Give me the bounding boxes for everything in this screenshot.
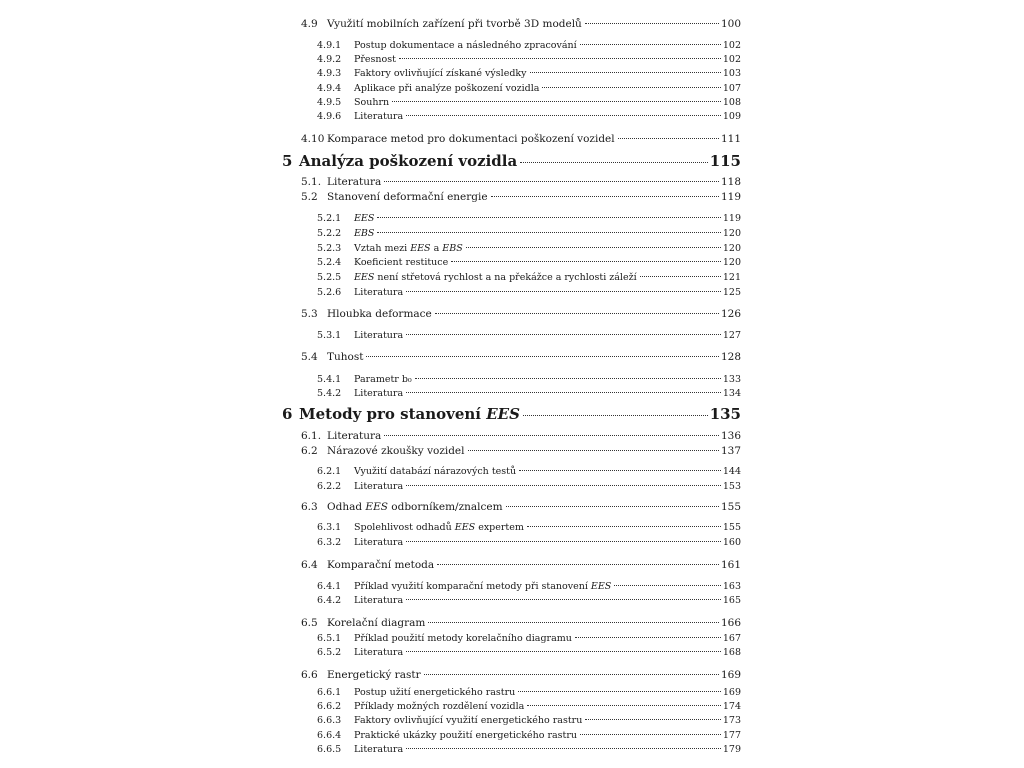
dot-leader (542, 87, 720, 88)
toc-title: Literatura (327, 430, 382, 442)
toc-number: 6.2.2 (317, 481, 342, 492)
toc-subsection[interactable] (317, 730, 741, 741)
dot-leader (523, 415, 708, 416)
toc-page-number: 166 (720, 617, 741, 629)
toc-subsection[interactable] (317, 701, 741, 712)
dot-leader (491, 196, 719, 197)
dot-leader (451, 261, 721, 262)
toc-page-number: 118 (720, 176, 741, 188)
toc-title: Literatura (354, 647, 404, 658)
toc-title: Souhrn (354, 97, 390, 108)
toc-title: Faktory ovlivňující získané výsledky (354, 68, 527, 79)
dot-leader (580, 734, 721, 735)
toc-page-number: 161 (720, 559, 741, 571)
toc-page-number: 137 (720, 445, 741, 457)
toc-number: 6.6.4 (317, 730, 342, 741)
dot-leader (468, 450, 719, 451)
toc-section[interactable] (301, 133, 741, 145)
toc-page-number: 169 (722, 687, 741, 698)
toc-title: Komparace metod pro dokumentaci poškození vozidel (327, 133, 615, 145)
toc-subsection[interactable] (317, 481, 741, 492)
toc-title: EES není střetová rychlost a na překážce a rychlosti záleží (354, 272, 637, 283)
toc-number: 5.3 (301, 308, 318, 320)
toc-section[interactable] (301, 445, 741, 457)
dot-leader (585, 23, 719, 24)
toc-page-number: 127 (722, 330, 741, 341)
toc-page-number: 119 (722, 213, 741, 224)
toc-page-number: 163 (722, 581, 741, 592)
dot-leader (640, 276, 721, 277)
toc-section[interactable] (301, 351, 741, 363)
dot-leader (435, 313, 719, 314)
toc-title: Tuhost (327, 351, 364, 363)
toc-number: 6.6 (301, 669, 318, 681)
toc-subsection[interactable] (317, 40, 741, 51)
dot-leader (527, 705, 721, 706)
dot-leader (415, 378, 721, 379)
toc-number: 4.10 (301, 133, 325, 145)
toc-section[interactable] (301, 18, 741, 30)
dot-leader (580, 44, 721, 45)
toc-subsection[interactable] (317, 287, 741, 298)
toc-page-number: 153 (722, 481, 741, 492)
toc-page-number: 133 (722, 374, 741, 385)
toc-title: Hloubka deformace (327, 308, 432, 320)
toc-page-number: 173 (722, 715, 741, 726)
toc-page-number: 120 (722, 228, 741, 239)
toc-subsection[interactable] (317, 228, 741, 239)
toc-page-number: 169 (720, 669, 741, 681)
toc-number: 4.9.1 (317, 40, 342, 51)
toc-page-number: 126 (720, 308, 741, 320)
toc-title: Příklad využití komparační metody při stanovení EES (354, 581, 612, 592)
toc-page-number: 135 (709, 405, 741, 423)
toc-subsection[interactable] (317, 388, 741, 399)
dot-leader (399, 58, 721, 59)
dot-leader (575, 637, 721, 638)
toc-number: 6.4 (301, 559, 318, 571)
toc-page-number: 120 (722, 243, 741, 254)
dot-leader (366, 356, 718, 357)
toc-title: Postup dokumentace a následného zpracování (354, 40, 577, 51)
toc-subsection[interactable] (317, 466, 741, 477)
toc-page-number: 167 (722, 633, 741, 644)
toc-subsection[interactable] (317, 54, 741, 65)
toc-subsection[interactable] (317, 243, 741, 254)
dot-leader (384, 181, 719, 182)
toc-title: Korelační diagram (327, 617, 426, 629)
toc-number: 4.9.6 (317, 111, 342, 122)
toc-page-number: 115 (709, 152, 741, 170)
toc-title: Příklad použití metody korelačního diagramu (354, 633, 572, 644)
toc-number: 5.3.1 (317, 330, 342, 341)
toc-subsection[interactable] (317, 581, 741, 592)
dot-leader (406, 541, 721, 542)
toc-subsection[interactable] (317, 744, 741, 755)
toc-number: 4.9.4 (317, 83, 342, 94)
toc-page-number: 144 (722, 466, 741, 477)
toc-page-number: 125 (722, 287, 741, 298)
toc-page-number: 103 (722, 68, 741, 79)
toc-subsection[interactable] (317, 330, 741, 341)
toc-title: Literatura (354, 287, 404, 298)
toc-page-number: 119 (720, 191, 741, 203)
toc-number: 5.4.1 (317, 374, 342, 385)
toc-subsection[interactable] (317, 213, 741, 224)
toc-number: 5.4.2 (317, 388, 342, 399)
toc-page-number: 128 (720, 351, 741, 363)
toc-title: Koeficient restituce (354, 257, 449, 268)
toc-title: EES (354, 213, 375, 224)
toc-title: EBS (354, 228, 375, 239)
toc-number: 6.5 (301, 617, 318, 629)
dot-leader (506, 506, 719, 507)
toc-title: Stanovení deformační energie (327, 191, 488, 203)
toc-page-number: 155 (720, 501, 741, 513)
toc-subsection[interactable] (317, 257, 741, 268)
toc-subsection[interactable] (317, 687, 741, 698)
toc-title: Odhad EES odborníkem/znalcem (327, 501, 503, 513)
toc-number: 6.3.1 (317, 522, 342, 533)
toc-number: 6.6.2 (317, 701, 342, 712)
toc-subsection[interactable] (317, 633, 741, 644)
dot-leader (377, 232, 720, 233)
toc-subsection[interactable] (317, 522, 741, 533)
toc-number: 4.9.3 (317, 68, 342, 79)
toc-subsection[interactable] (317, 272, 741, 283)
toc-subsection[interactable] (317, 68, 741, 79)
toc-title: Literatura (354, 744, 404, 755)
toc-title: Literatura (327, 176, 382, 188)
toc-page-number: 134 (722, 388, 741, 399)
dot-leader (406, 334, 721, 335)
toc-number: 5.2.1 (317, 213, 342, 224)
toc-number: 5.4 (301, 351, 318, 363)
toc-chapter[interactable] (282, 405, 741, 423)
toc-title: Přesnost (354, 54, 396, 65)
dot-leader (377, 217, 720, 218)
toc-title: Literatura (354, 481, 404, 492)
dot-leader (428, 622, 719, 623)
dot-leader (406, 748, 721, 749)
toc-page-number: 165 (722, 595, 741, 606)
toc-number: 6.2.1 (317, 466, 342, 477)
toc-title: Analýza poškození vozidla (299, 152, 518, 170)
toc-number: 5.2.4 (317, 257, 342, 268)
toc-section[interactable] (301, 559, 741, 571)
toc-number: 6.6.1 (317, 687, 342, 698)
dot-leader (585, 719, 721, 720)
dot-leader (406, 599, 721, 600)
dot-leader (424, 674, 719, 675)
toc-number: 6 (282, 405, 293, 423)
toc-page-number: 120 (722, 257, 741, 268)
toc-title: Vztah mezi EES a EBS (354, 243, 463, 254)
toc-number: 5.2.5 (317, 272, 342, 283)
toc-page-number: 111 (720, 133, 741, 145)
toc-number: 6.4.2 (317, 595, 342, 606)
toc-number: 6.5.2 (317, 647, 342, 658)
toc-title: Praktické ukázky použití energetického rastru (354, 730, 578, 741)
toc-title: Nárazové zkoušky vozidel (327, 445, 465, 457)
toc-section[interactable] (301, 430, 741, 442)
toc-number: 6.6.5 (317, 744, 342, 755)
toc-section[interactable] (301, 617, 741, 629)
toc-page-number: 136 (720, 430, 741, 442)
toc-section[interactable] (301, 308, 741, 320)
toc-number: 5.2.2 (317, 228, 342, 239)
toc-section[interactable] (301, 669, 741, 681)
toc-number: 5.2 (301, 191, 318, 203)
toc-title: Literatura (354, 111, 404, 122)
dot-leader (392, 101, 721, 102)
dot-leader (406, 651, 721, 652)
toc-page-number: 179 (722, 744, 741, 755)
dot-leader (520, 162, 707, 163)
toc-title: Postup užití energetického rastru (354, 687, 516, 698)
toc-title: Aplikace při analýze poškození vozidla (354, 83, 540, 94)
toc-page-number: 174 (722, 701, 741, 712)
toc-title: Energetický rastr (327, 669, 421, 681)
toc-subsection[interactable] (317, 374, 741, 385)
toc-page-number: 155 (722, 522, 741, 533)
toc-title: Spolehlivost odhadů EES expertem (354, 522, 524, 533)
toc-subsection[interactable] (317, 647, 741, 658)
toc-section[interactable] (301, 176, 741, 188)
toc-number: 5.1. (301, 176, 322, 188)
toc-title: Příklady možných rozdělení vozidla (354, 701, 525, 712)
toc-number: 4.9.2 (317, 54, 342, 65)
toc-title: Parametr b₀ (354, 374, 412, 385)
toc-page-number: 100 (720, 18, 741, 30)
toc-title: Komparační metoda (327, 559, 435, 571)
toc-subsection[interactable] (317, 715, 741, 726)
toc-page-number: 160 (722, 537, 741, 548)
toc-chapter[interactable] (282, 152, 741, 170)
toc-page-number: 102 (722, 54, 741, 65)
toc-number: 5.2.6 (317, 287, 342, 298)
toc-subsection[interactable] (317, 537, 741, 548)
toc-title: Literatura (354, 595, 404, 606)
dot-leader (518, 691, 721, 692)
toc-section[interactable] (301, 191, 741, 203)
dot-leader (614, 585, 721, 586)
toc-page-number: 109 (722, 111, 741, 122)
toc-number: 6.6.3 (317, 715, 342, 726)
toc-number: 5.2.3 (317, 243, 342, 254)
toc-page-number: 102 (722, 40, 741, 51)
dot-leader (618, 138, 719, 139)
toc-number: 6.3.2 (317, 537, 342, 548)
toc-page-number: 108 (722, 97, 741, 108)
dot-leader (519, 470, 721, 471)
toc-page-number: 177 (722, 730, 741, 741)
dot-leader (527, 526, 721, 527)
toc-subsection[interactable] (317, 595, 741, 606)
toc-number: 6.4.1 (317, 581, 342, 592)
dot-leader (466, 247, 721, 248)
dot-leader (530, 72, 721, 73)
toc-title: Literatura (354, 330, 404, 341)
toc-title: Faktory ovlivňující využití energetického rastru (354, 715, 583, 726)
toc-subsection[interactable] (317, 97, 741, 108)
dot-leader (384, 435, 719, 436)
toc-number: 6.2 (301, 445, 318, 457)
dot-leader (406, 392, 721, 393)
toc-page-number: 107 (722, 83, 741, 94)
toc-page-number: 121 (722, 272, 741, 283)
toc-number: 6.5.1 (317, 633, 342, 644)
toc-number: 5 (282, 152, 293, 170)
dot-leader (406, 115, 721, 116)
dot-leader (437, 564, 719, 565)
dot-leader (406, 485, 721, 486)
toc-subsection[interactable] (317, 83, 741, 94)
toc-title: Metody pro stanovení EES (299, 405, 520, 423)
toc-number: 4.9.5 (317, 97, 342, 108)
toc-title: Literatura (354, 537, 404, 548)
toc-title: Literatura (354, 388, 404, 399)
toc-number: 4.9 (301, 18, 318, 30)
toc-title: Využití mobilních zařízení při tvorbě 3D modelů (327, 18, 582, 30)
toc-subsection[interactable] (317, 111, 741, 122)
toc-title: Využití databází nárazových testů (354, 466, 517, 477)
toc-number: 6.1. (301, 430, 322, 442)
toc-page-number: 168 (722, 647, 741, 658)
toc-number: 6.3 (301, 501, 318, 513)
toc-section[interactable] (301, 501, 741, 513)
dot-leader (406, 291, 721, 292)
